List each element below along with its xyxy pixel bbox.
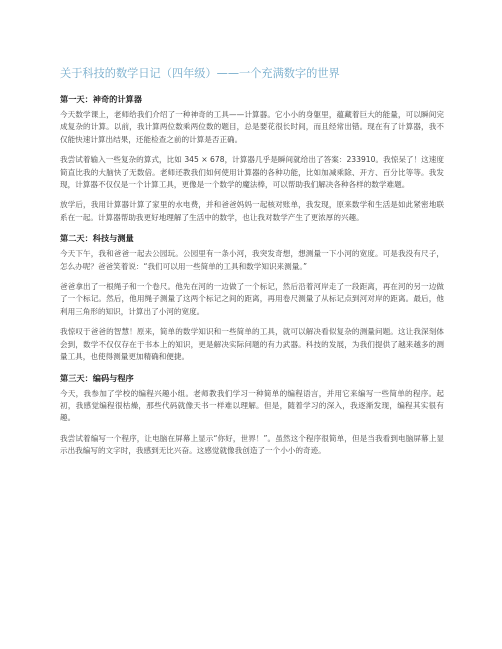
paragraph: 今天下午，我和爸爸一起去公园玩。公园里有一条小河，我突发奇想，想测量一下小河的宽度。可是我没有尺子，怎么办呢？爸爸笑着说：“我们可以用一些简单的工具和数学知识来测量。” xyxy=(60,249,444,271)
paragraph: 今天数学课上，老师给我们介绍了一种神奇的工具——计算器。它小小的身躯里，蕴藏着巨大的能量，可以瞬间完成复杂的计算。以前，我计算两位数乘两位数的题目，总是要花很长时间，而且经常出错。现在有了计算器，我不仅能快速计算出结果，还能检查之前的计算是否正确。 xyxy=(60,110,444,144)
document-page xyxy=(60,66,444,466)
section-heading: 第二天：科技与测量 xyxy=(60,233,134,244)
section-day-1 xyxy=(60,93,444,224)
paragraph: 我尝试着输入一些复杂的算式，比如 345 × 678，计算器几乎是瞬间就给出了答案：233910。我惊呆了！这速度简直比我的大脑快了无数倍。老师还教我们如何使用计算器的各种功能，比如加减乘除、开方、百分比等等。我发现，计算器不仅仅是一个计算工具，更像是一个数学的魔法棒，可以帮助我们解决各种各样的数学难题。 xyxy=(60,155,444,190)
paragraph: 放学后，我用计算器计算了家里的水电费，并和爸爸妈妈一起核对账单，我发现，原来数学和生活是如此紧密地联系在一起。计算器帮助我更好地理解了生活中的数学，也让我对数学产生了更浓厚的兴趣。 xyxy=(60,200,444,222)
section-heading: 第一天：神奇的计算器 xyxy=(60,94,142,104)
paragraph: 我尝试着编写一个程序，让电脑在屏幕上显示“你好，世界！”。虽然这个程序很简单，但是当我看到电脑屏幕上显示出我编写的文字时，我感到无比兴奋。这感觉就像我创造了一个小小的奇迹。 xyxy=(60,433,444,456)
section-heading: 第三天：编码与程序 xyxy=(60,372,134,383)
document-title: 关于科技的数学日记（四年级）——一个充满数字的世界 xyxy=(60,67,340,80)
section-day-3 xyxy=(60,372,444,458)
paragraph: 我惊叹于爸爸的智慧！原来，简单的数学知识和一些简单的工具，就可以解决看似复杂的测量问题。这让我深刻体会到，数学不仅仅存在于书本上的知识，更是解决实际问题的有力武器。科技的发展，为我们提供了越来越多的测量工具，也使得测量更加精确和便捷。 xyxy=(60,327,444,362)
paragraph: 爸爸拿出了一根绳子和一个卷尺。他先在河的一边做了一个标记，然后沿着河岸走了一段距离，再在河的另一边做了一个标记。然后，他用绳子测量了这两个标记之间的距离，再用卷尺测量了从标记点到河对岸的距离。最后，他利用三角形的知识，计算出了小河的宽度。 xyxy=(60,282,444,316)
paragraph: 今天，我参加了学校的编程兴趣小组。老师教我们学习一种简单的编程语言，并用它来编写一些简单的程序。起初，我感觉编程很枯燥，那些代码就像天书一样难以理解。但是，随着学习的深入，我逐渐发现，编程其实很有趣。 xyxy=(60,388,444,423)
section-day-2 xyxy=(60,232,444,363)
